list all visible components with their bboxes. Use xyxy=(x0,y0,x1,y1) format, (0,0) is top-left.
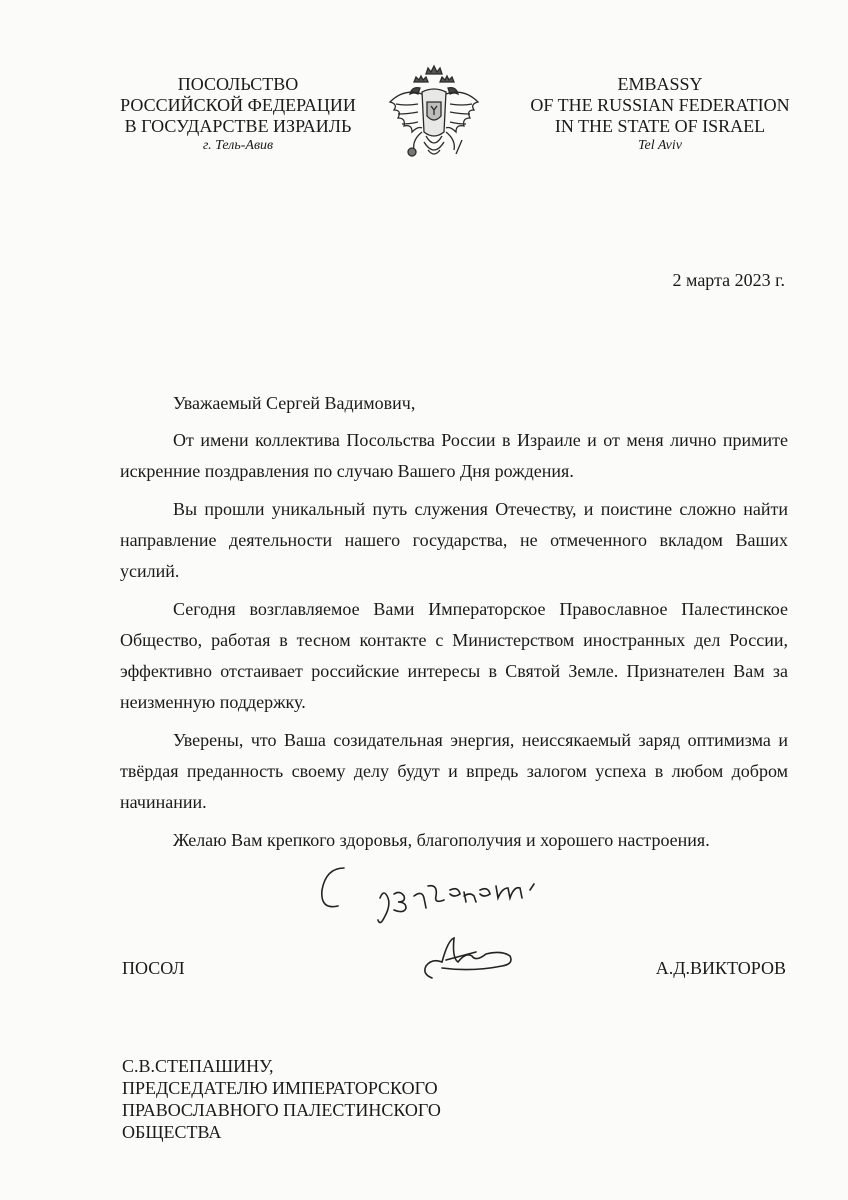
paragraph: Желаю Вам крепкого здоровья, благополучия и хорошего настроения. xyxy=(173,830,710,850)
header-en-line: OF THE RUSSIAN FEDERATION xyxy=(530,95,790,115)
paragraph: От имени коллектива Посольства России в Израиле и от меня лично примите искренние поздравления по случаю Вашего Дня рождения. xyxy=(120,430,788,481)
header-english xyxy=(530,74,790,155)
header-en-city: Tel Aviv xyxy=(638,138,682,153)
letter-date: 2 марта 2023 г. xyxy=(672,270,785,290)
header-en-line: IN THE STATE OF ISRAEL xyxy=(554,116,766,136)
addressee-line: ПРАВОСЛАВНОГО ПАЛЕСТИНСКОГО xyxy=(122,1100,441,1120)
header-en-line: EMBASSY xyxy=(617,74,703,94)
paragraph: Сегодня возглавляемое Вами Императорское Православное Палестинское Общество, работая в тесном контакте с Министерством иностранных дел России, эффективно отстаивает российские интересы в Святой Земле. Признателен Вам за неизменную поддержку. xyxy=(120,599,788,712)
coat-of-arms-icon xyxy=(384,60,484,168)
signer-name: А.Д.ВИКТОРОВ xyxy=(655,958,786,978)
header-ru-line: РОССИЙСКОЙ ФЕДЕРАЦИИ xyxy=(120,95,356,115)
handwritten-signature xyxy=(310,850,610,1000)
signer-post: ПОСОЛ xyxy=(122,958,185,978)
addressee-line: ОБЩЕСТВА xyxy=(122,1122,222,1142)
addressee-line: С.В.СТЕПАШИНУ, xyxy=(122,1056,274,1076)
addressee-line: ПРЕДСЕДАТЕЛЮ ИМПЕРАТОРСКОГО xyxy=(122,1078,438,1098)
paragraph: Вы прошли уникальный путь служения Отечеству, и поистине сложно найти направление деятельности нашего государства, не отмеченного вкладом Ваших усилий. xyxy=(120,499,788,581)
header-ru-line: В ГОСУДАРСТВЕ ИЗРАИЛЬ xyxy=(124,116,352,136)
header-russian xyxy=(108,74,368,155)
greeting: Уважаемый Сергей Вадимович, xyxy=(173,393,416,413)
letter-body xyxy=(120,388,788,863)
header-ru-city: г. Тель-Авив xyxy=(202,138,274,153)
addressee-block xyxy=(122,1055,441,1143)
paragraph: Уверены, что Ваша созидательная энергия, неиссякаемый заряд оптимизма и твёрдая преданность своему делу будут и впредь залогом успеха в любом добром начинании. xyxy=(120,730,788,812)
header-ru-line: ПОСОЛЬСТВО xyxy=(177,74,299,94)
